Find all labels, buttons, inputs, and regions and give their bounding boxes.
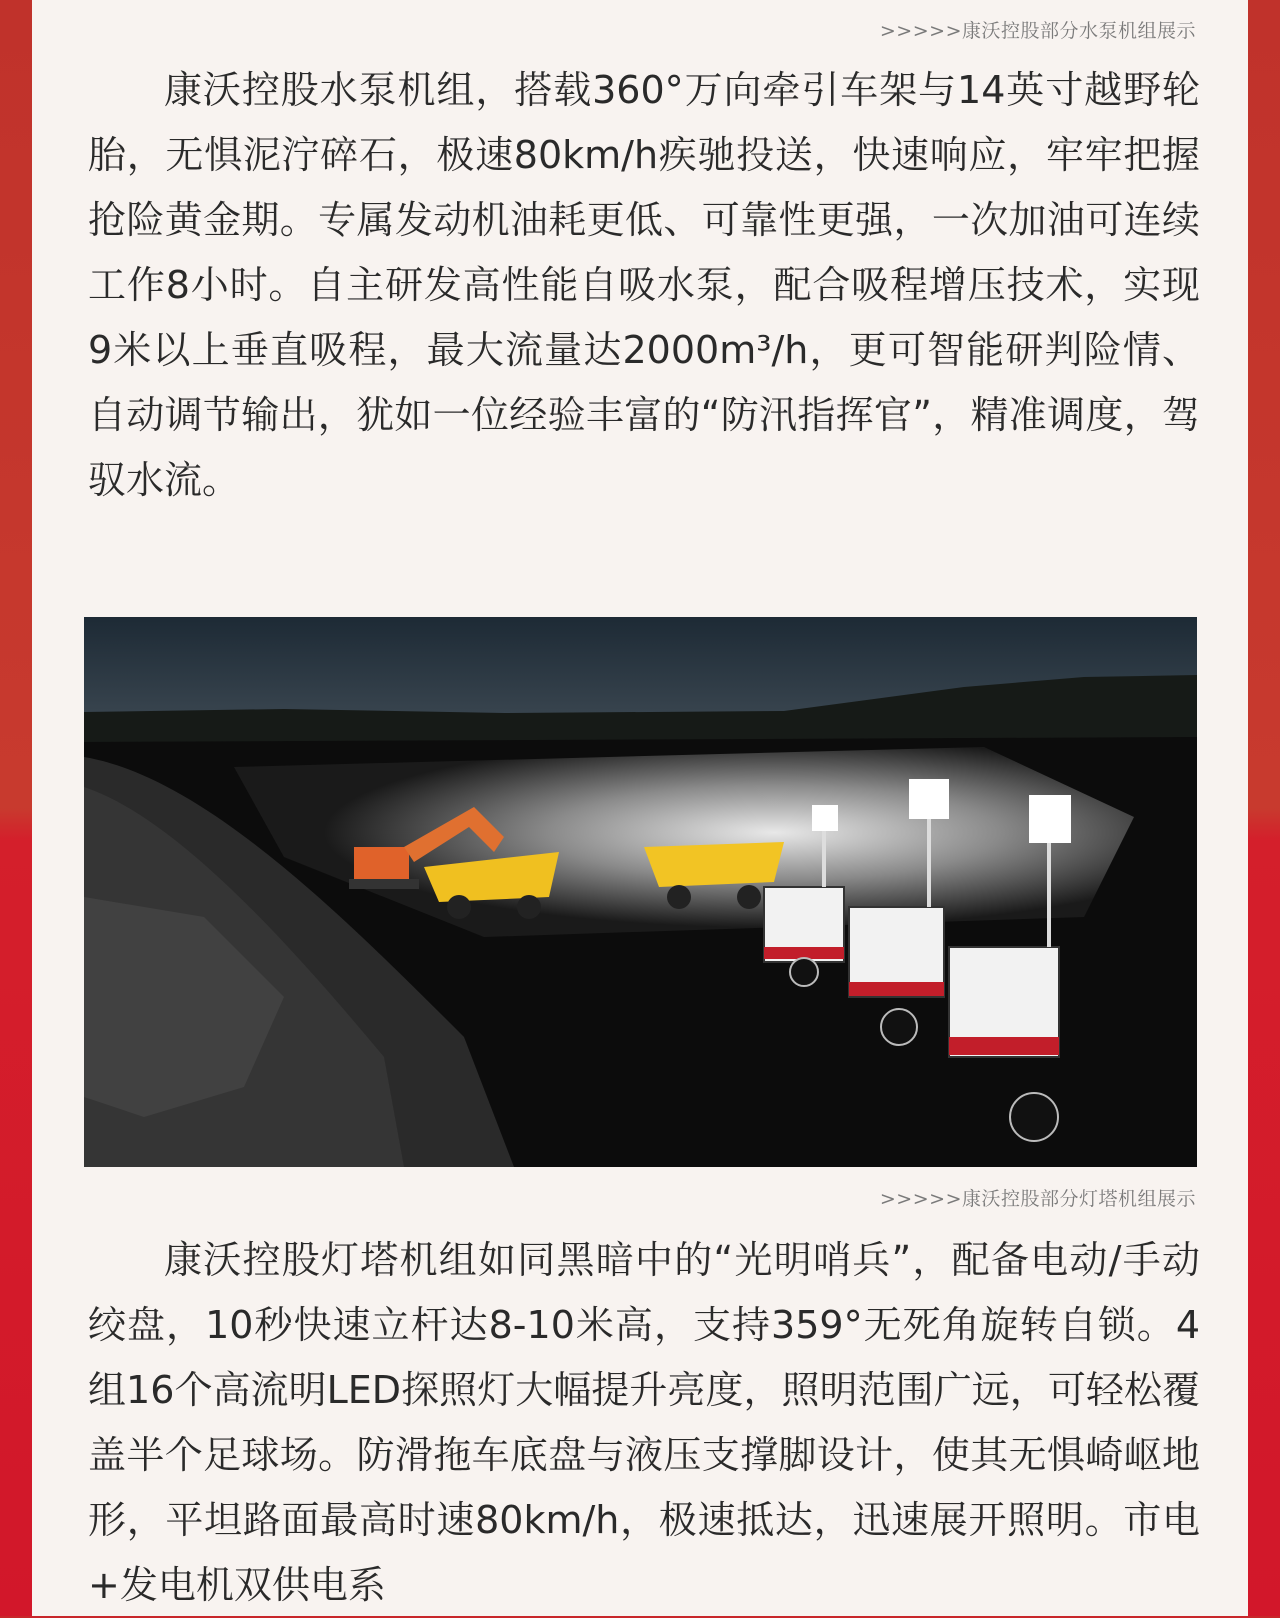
pump-paragraph: 康沃控股水泵机组，搭载360°万向牵引车架与14英寸越野轮胎，无惧泥泞碎石，极速80km/h疾驰投送，快速响应，牢牢把握抢险黄金期。专属发动机油耗更低、可靠性更强，一次加油可连续工作8小时。自主研发高性能自吸水泵，配合吸程增压技术，实现9米以上垂直吸程，最大流量达2000m³/h，更可智能研判险情、自动调节输出，犹如一位经验丰富的“防汛指挥官”，精准调度，驾驭水流。 xyxy=(88,68,1200,502)
tower-paragraph: 康沃控股灯塔机组如同黑暗中的“光明哨兵”，配备电动/手动绞盘，10秒快速立杆达8-10米高，支持359°无死角旋转自锁。4组16个高流明LED探照灯大幅提升亮度，照明范围广远，可轻松覆盖半个足球场。防滑拖车底盘与液压支撑脚设计，使其无惧崎岖地形，平坦路面最高时速80km/h，极速抵达，迅速展开照明。市电+发电机双供电系 xyxy=(88,1238,1200,1607)
light-tower-mining-photo xyxy=(84,617,1197,1167)
tower-caption: >>>>>康沃控股部分灯塔机组展示 xyxy=(879,1188,1196,1210)
pump-caption: >>>>>康沃控股部分水泵机组展示 xyxy=(879,20,1196,42)
